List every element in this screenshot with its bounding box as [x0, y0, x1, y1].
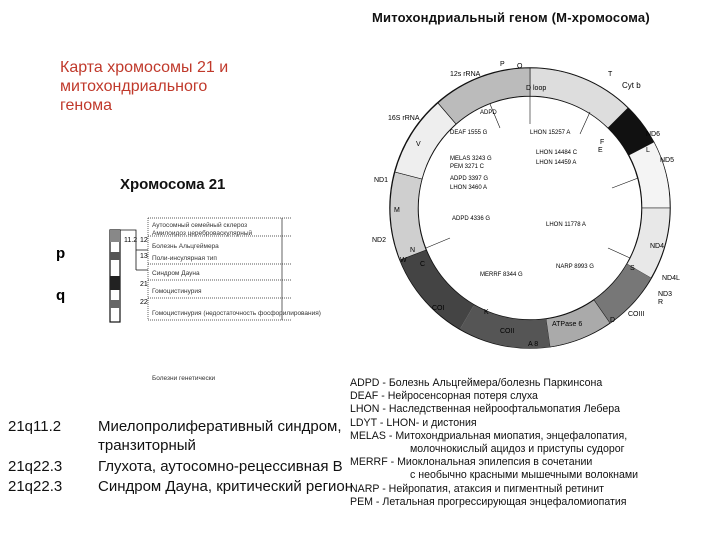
band-label: 12	[140, 237, 148, 244]
chr-annotation: Синдром Дауна	[152, 270, 200, 277]
legend-item: DEAF - Нейросенсорная потеря слуха	[350, 390, 538, 403]
chromosome-title: Хромосома 21	[120, 176, 226, 193]
legend-item: ADPD - Болезнь Альцгеймера/болезнь Паркинсона	[350, 377, 603, 389]
cytb-label: Cyt b	[622, 81, 641, 90]
band-desc: Синдром Дауна, критический регион	[98, 478, 354, 495]
nd2-label: ND2	[372, 237, 387, 244]
coi-label: COI	[432, 305, 445, 312]
legend	[350, 377, 638, 509]
mutation-label: LHON 3460 A	[450, 185, 488, 191]
marker-l: L	[646, 147, 650, 154]
mutation-label: LHON 15257 A	[530, 130, 571, 136]
band-code: 21q11.2	[8, 418, 62, 435]
band-dark	[110, 300, 120, 308]
d-loop-label: D loop	[526, 85, 547, 92]
arm-q-label: q	[56, 287, 66, 304]
chr-annotation: Гомоцистинурия	[152, 288, 202, 295]
mutation-label: LHON 14459 A	[536, 160, 577, 166]
mutation-label: ADPD 4336 G	[452, 216, 491, 222]
marker-v: V	[416, 141, 421, 148]
marker-s: S	[630, 265, 635, 272]
marker-m: M	[394, 207, 400, 214]
marker-n: N	[410, 247, 416, 254]
slide-title: Карта хромосомы 21 и митохондриального генома	[60, 59, 229, 114]
arm-p-label: p	[56, 245, 66, 262]
chr-annotation: Болезнь Альцгеймера	[152, 243, 219, 250]
mutation-label: MERRF 8344 G	[480, 272, 523, 278]
mito-genome-title: Митохондриальный геном (М-хромосома)	[372, 10, 650, 25]
chr-annotation: Гомоцистинурия (недостаточность фосфорилирования)	[152, 310, 321, 317]
legend-item: LHON - Наследственная нейроофтальмопатия Лебера	[350, 403, 621, 416]
nd6-label: ND6	[646, 131, 661, 138]
mito-genome-diagram	[360, 48, 705, 366]
band-code: 21q22.3	[8, 478, 63, 495]
marker-t: T	[608, 71, 613, 78]
rrna-16s-label: 16S rRNA	[388, 115, 420, 122]
band-label: 13	[140, 253, 148, 260]
nd4l-label: ND4L	[662, 275, 680, 282]
chr-annotation: Аутосомный семейный склероз	[152, 222, 248, 229]
rrna-12s-label: 12s rRNA	[450, 71, 481, 78]
marker-w: W	[400, 257, 407, 264]
band-desc: Глухота, аутосомно-рецессивная В	[98, 458, 343, 475]
legend-item-cont: с необычно красными мышечными волокнами	[410, 469, 639, 482]
marker-f: F	[600, 139, 605, 146]
mutation-label: LHON 11778 A	[546, 222, 586, 228]
legend-item: LDYT - LHON- и дистония	[350, 416, 477, 429]
coii-label: COII	[500, 328, 515, 335]
legend-item-cont: молочнокислый ацидоз и приступы судорог	[410, 443, 625, 456]
band-desc: Миелопролиферативный синдром,	[98, 418, 342, 435]
band-label: 22	[140, 299, 148, 306]
band-desc: транзиторный	[98, 437, 196, 454]
chromosome-21-diagram	[52, 200, 321, 390]
marker-k: K	[484, 309, 489, 316]
legend-item: NARP - Нейропатия, атаксия и пигментный ретинит	[350, 482, 605, 495]
marker-c: C	[420, 261, 426, 268]
marker-r: R	[658, 299, 664, 306]
chr-annotation: Амилоидоз цереброваскулярный	[152, 230, 253, 237]
nd3-label: ND3	[658, 291, 673, 298]
nd1-label: ND1	[374, 177, 389, 184]
band-label: 21	[140, 281, 148, 288]
atp8-label: A 8	[528, 341, 539, 348]
mutation-label: ADPD 3397 G	[450, 176, 489, 182]
band-code: 21q22.3	[8, 458, 63, 475]
nd4-label: ND4	[650, 243, 665, 250]
atp6-label: ATPase 6	[552, 321, 583, 328]
chr-footnote: Болезни генетически	[152, 375, 216, 382]
band-label: 11.2	[124, 237, 138, 244]
band-dark	[110, 230, 120, 242]
nd5-label: ND5	[660, 157, 675, 164]
mutation-label: PEM 3271 C	[450, 164, 485, 170]
band-dark	[110, 276, 120, 290]
coiii-label: COIII	[628, 311, 645, 318]
mutation-label: MELAS 3243 G	[450, 156, 492, 162]
marker-e: E	[598, 147, 603, 154]
chr-annotation: Поли-инсулярная тип	[152, 255, 217, 262]
mutation-label: NARP 8993 G	[556, 264, 594, 270]
legend-item: PEM - Летальная прогрессирующая энцефаломиопатия	[350, 495, 627, 508]
legend-item: MELAS - Митохондриальная миопатия, энцефалопатия,	[350, 429, 628, 442]
mutation-label: ADPD	[480, 110, 497, 116]
mutation-label: DEAF 1555 G	[450, 130, 488, 136]
legend-item: MERRF - Миоклональная эпилепсия в сочетании	[350, 456, 593, 469]
marker-p: P	[500, 61, 505, 68]
origin-oh-label: O	[517, 63, 523, 70]
band-dark	[110, 252, 120, 260]
mutation-label: LHON 14484 C	[536, 150, 578, 156]
marker-d: D	[610, 317, 616, 324]
